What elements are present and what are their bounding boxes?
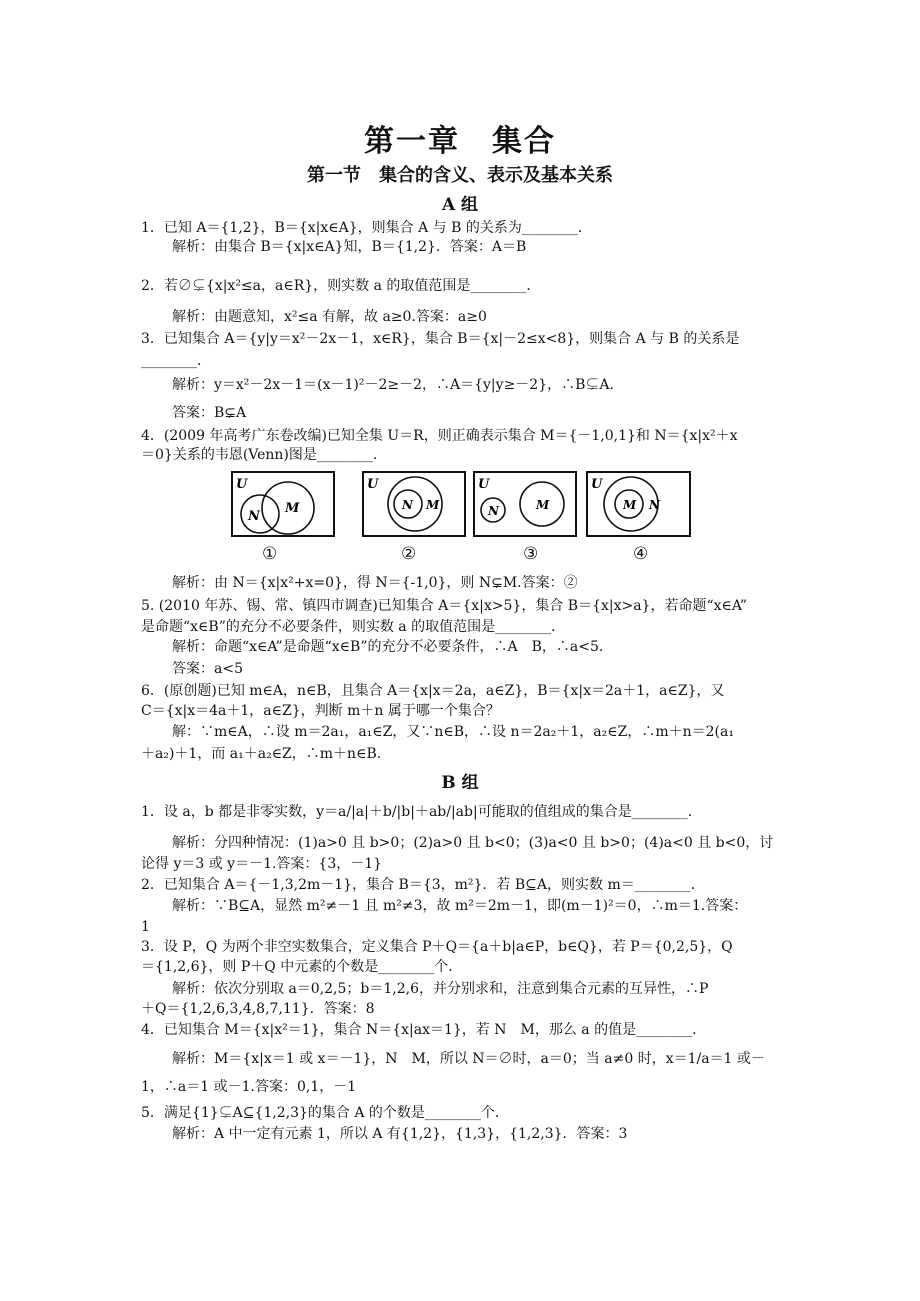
answer-b1: 解析：分四种情况：(1)a>0 且 b>0；(2)a>0 且 b<0；(3)a<0 且 b>0；(4)a<0 且 b<0，讨 — [172, 835, 774, 851]
question-a5-cont: 是命题“x∈B”的充分不必要条件，则实数 a 的取值范围是________． — [141, 619, 566, 635]
set-m-label: M — [285, 501, 300, 516]
answer-b3: 解析：依次分别取 a＝0,2,5；b＝1,2,6，并分别求和，注意到集合元素的互异性，∴P — [172, 981, 709, 997]
venn-option-3 — [474, 472, 576, 536]
set-m-label: M — [426, 498, 440, 512]
group-a-heading: A 组 — [441, 195, 479, 215]
question-a6-cont: C＝{x|x＝4a＋1，a∈Z}，判断 m＋n 属于哪一个集合？ — [141, 703, 500, 719]
question-a3: 3．已知集合 A＝{y|y＝x²－2x－1，x∈R}，集合 B＝{x|－2≤x<8}，则集合 A 与 B 的关系是 — [141, 331, 740, 347]
venn-option-2 — [363, 472, 465, 536]
answer-a6: 解：∵m∈A，∴设 m＝2a₁，a₁∈Z，又∵n∈B，∴设 n＝2a₂＋1，a₂∈Z，∴m＋n＝2(a₁ — [172, 724, 734, 740]
question-b2: 2．已知集合 A＝{－1,3,2m－1}，集合 B＝{3，m²}．若 B⊆A，则实数 m＝________． — [141, 877, 705, 893]
venn-option-1 — [232, 472, 334, 536]
venn-option-label-2: ② — [401, 544, 417, 564]
set-m-label: M — [536, 498, 550, 512]
venn-option-label-4: ④ — [633, 544, 649, 564]
universe-label: U — [367, 477, 379, 492]
answer-b2: 解析：∵B⊆A，显然 m²≠－1 且 m²≠3，故 m²＝2m－1，即(m－1)²＝0，∴m＝1.答案： — [172, 898, 748, 914]
universe-label: U — [236, 477, 248, 492]
answer-a1: 解析：由集合 B＝{x|x∈A}知，B＝{1,2}．答案：A＝B — [172, 239, 527, 255]
answer-b2-cont: 1 — [141, 919, 150, 935]
answer-b4: 解析：M＝{x|x＝1 或 x＝－1}，N M，所以 N＝∅时，a＝0；当 a≠0 时，x＝1/a＝1 或－ — [172, 1051, 765, 1067]
question-b4: 4．已知集合 M＝{x|x²＝1}，集合 N＝{x|ax＝1}，若 N M，那么 a 的值是________． — [141, 1022, 707, 1038]
venn-option-4 — [587, 472, 690, 536]
venn-option-label-3: ③ — [523, 544, 539, 564]
answer-a4: 解析：由 N＝{x|x²+x=0}，得 N＝{-1,0}，则 N⊊M.答案：② — [172, 575, 578, 591]
answer-a6-cont: ＋a₂)＋1，而 a₁＋a₂∈Z，∴m＋n∈B. — [141, 746, 382, 762]
answer-b3-cont: ＋Q＝{1,2,6,3,4,8,7,11}．答案：8 — [141, 1001, 375, 1017]
question-a4-cont: ＝0}关系的韦恩(Venn)图是________． — [141, 447, 387, 463]
question-a4: 4．(2009 年高考广东卷改编)已知全集 U＝R，则正确表示集合 M＝{－1,0,1}和 N＝{x|x²＋x — [141, 428, 738, 444]
question-a6: 6．(原创题)已知 m∈A，n∈B，且集合 A＝{x|x＝2a，a∈Z}，B＝{x|x＝2a＋1，a∈Z}，又 — [141, 683, 725, 699]
question-a3-cont: ________． — [141, 353, 211, 369]
answer-a5: 解析：命题“x∈A”是命题“x∈B”的充分不必要条件，∴A B，∴a<5. — [172, 639, 604, 655]
set-n-label: N — [402, 498, 413, 512]
set-n-label: N — [248, 509, 260, 524]
set-m-label: M — [623, 498, 637, 512]
question-b3-cont: ＝{1,2,6}，则 P＋Q 中元素的个数是________个． — [141, 959, 463, 975]
question-a2: 2．若∅⊊{x|x²≤a，a∈R}，则实数 a 的取值范围是________． — [141, 278, 541, 294]
venn-option-label-1: ① — [262, 544, 278, 564]
answer-b1-cont: 论得 y＝3 或 y＝－1.答案：{3，－1} — [141, 856, 383, 872]
universe-label: U — [478, 477, 490, 492]
chapter-title: 第一章 集合 — [364, 124, 556, 159]
answer-b5: 解析：A 中一定有元素 1，所以 A 有{1,2}，{1,3}，{1,2,3}．答案：3 — [172, 1126, 628, 1142]
section-title: 第一节 集合的含义、表示及基本关系 — [307, 165, 613, 186]
answer-a3-result: 答案：B⊊A — [172, 405, 247, 421]
answer-a5-result: 答案：a<5 — [172, 661, 243, 677]
venn-diagram-options — [230, 470, 700, 570]
question-b3: 3．设 P，Q 为两个非空实数集合，定义集合 P＋Q＝{a＋b|a∈P，b∈Q}，若 P＝{0,2,5}，Q — [141, 939, 733, 955]
universe-label: U — [591, 477, 603, 492]
answer-a3: 解析：y＝x²－2x－1＝(x－1)²－2≥－2，∴A＝{y|y≥－2}，∴B⊊A. — [172, 377, 614, 393]
set-n-label: N — [649, 498, 660, 512]
question-b1: 1．设 a，b 都是非零实数，y＝a/|a|＋b/|b|＋ab/|ab|可能取的值组成的集合是________． — [141, 804, 702, 820]
group-b-heading: B 组 — [441, 773, 479, 793]
set-n-label: N — [488, 504, 499, 518]
answer-b4-cont: 1，∴a＝1 或－1.答案：0,1，－1 — [141, 1079, 357, 1095]
question-a5: 5. (2010 年苏、锡、常、镇四市调查)已知集合 A＝{x|x>5}，集合 B＝{x|x>a}，若命题“x∈A” — [141, 598, 748, 614]
answer-a2: 解析：由题意知，x²≤a 有解，故 a≥0.答案：a≥0 — [172, 309, 487, 325]
question-a1: 1．已知 A＝{1,2}，B＝{x|x∈A}，则集合 A 与 B 的关系为________． — [141, 220, 592, 236]
question-b5: 5．满足{1}⊊A⊆{1,2,3}的集合 A 的个数是________个． — [141, 1105, 509, 1121]
